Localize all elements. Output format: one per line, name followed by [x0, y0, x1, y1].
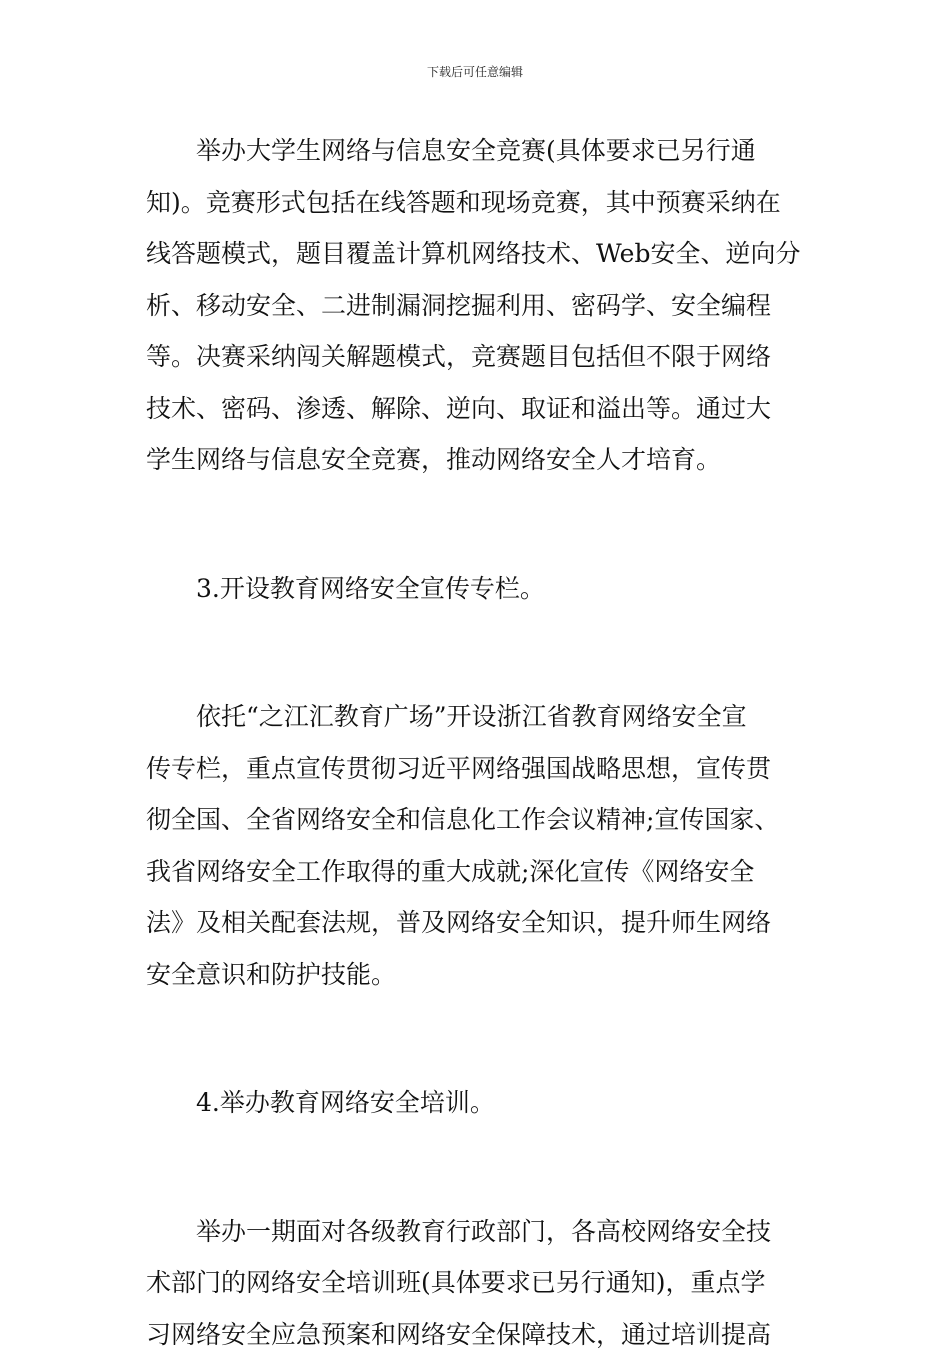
paragraph-competition: 举办大学生网络与信息安全竞赛(具体要求已另行通 知)。竞赛形式包括在线答题和现场竞赛，其中预赛采纳在 线答题模式，题目覆盖计算机网络技术、Web安全、逆向分 析、移动安全、二进制漏洞挖掘利用、密码学、安全编程 等。决赛采纳闯关解题模式，竞赛题目包括但不限于网络 技术、密码、渗透、解除、逆向、取证和溢出等。通过大 学生网络与信息安全竞赛，推动网络安全人才培育。: [146, 125, 806, 486]
section-heading-4: 4.举办教育网络安全培训。: [146, 1077, 806, 1129]
paragraph-gap: [146, 486, 806, 563]
section-heading-3: 3.开设教育网络安全宣传专栏。: [146, 563, 806, 615]
paragraph-column: 依托“之江汇教育广场”开设浙江省教育网络安全宣 传专栏，重点宣传贯彻习近平网络强国战略思想，宣传贯 彻全国、全省网络安全和信息化工作会议精神;宣传国家、 我省网络安全工作取得的重大成就;深化宣传《网络安全 法》及相关配套法规，普及网络安全知识，提升师生网络 安全意识和防护技能。: [146, 691, 806, 1000]
paragraph-gap: [146, 1129, 806, 1206]
paragraph-gap: [146, 614, 806, 691]
document-body: [146, 125, 806, 1360]
paragraph-gap: [146, 1000, 806, 1077]
paragraph-training: 举办一期面对各级教育行政部门，各高校网络安全技 术部门的网络安全培训班(具体要求已另行通知)，重点学 习网络安全应急预案和网络安全保障技术，通过培训提高: [146, 1206, 806, 1360]
page-header: 下载后可任意编辑: [0, 64, 950, 80]
